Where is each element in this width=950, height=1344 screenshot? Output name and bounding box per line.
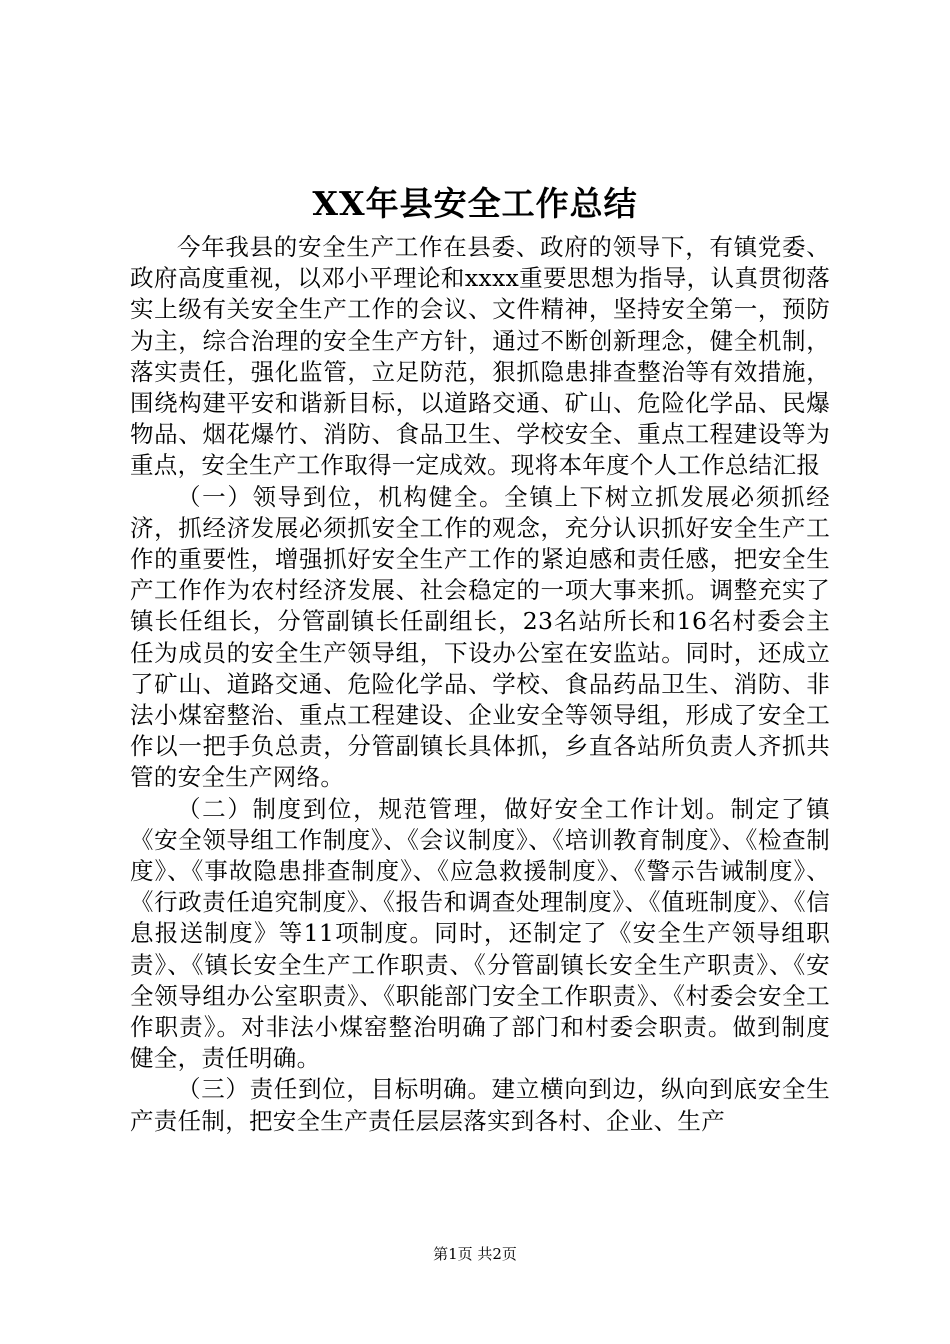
document-body [130,232,830,1137]
paragraph-section-3: （三）责任到位，目标明确。建立横向到边，纵向到底安全生产责任制，把安全生产责任层层落实到各村、企业、生产 [130,1075,830,1135]
paragraph-intro: 今年我县的安全生产工作在县委、政府的领导下，有镇党委、政府高度重视，以邓小平理论和xxxx重要思想为指导，认真贯彻落实上级有关安全生产工作的会议、文件精神，坚持安全第一，预防为主，综合治理的安全生产方针，通过不断创新理念，健全机制，落实责任，强化监管，立足防范，狠抓隐患排查整治等有效措施，围绕构建平安和谐新目标，以道路交通、矿山、危险化学品、民爆物品、烟花爆竹、消防、食品卫生、学校安全、重点工程建设等为重点，安全生产工作取得一定成效。现将本年度个人工作总结汇报 [130,233,830,480]
paragraph-section-2: （二）制度到位，规范管理，做好安全工作计划。制定了镇《安全领导组工作制度》、《会议制度》、《培训教育制度》、《检查制度》、《事故隐患排查制度》、《应急救援制度》、《警示告诫制度》、《行政责任追究制度》、《报告和调查处理制度》、《值班制度》、《信息报送制度》等11项制度。同时，还制定了《安全生产领导组职责》、《镇长安全生产工作职责、《分管副镇长安全生产职责》、《安全领导组办公室职责》、《职能部门安全工作职责》、《村委会安全工作职责》。对非法小煤窑整治明确了部门和村委会职责。做到制度健全，责任明确。 [130,794,830,1073]
page-number-footer: 第1页 共2页 [433,1245,517,1263]
paragraph-section-1: （一）领导到位，机构健全。全镇上下树立抓发展必须抓经济，抓经济发展必须抓安全工作的观念，充分认识抓好安全生产工作的重要性，增强抓好安全生产工作的紧迫感和责任感，把安全生产工作作为农村经济发展、社会稳定的一项大事来抓。调整充实了镇长任组长，分管副镇长任副组长，23名站所长和16名村委会主任为成员的安全生产领导组，下设办公室在安监站。同时，还成立了矿山、道路交通、危险化学品、学校、食品药品卫生、消防、非法小煤窑整治、重点工程建设、企业安全等领导组，形成了安全工作以一把手负总责，分管副镇长具体抓，乡直各站所负责人齐抓共管的安全生产网络。 [130,482,830,792]
document-title: XX年县安全工作总结 [312,184,638,223]
